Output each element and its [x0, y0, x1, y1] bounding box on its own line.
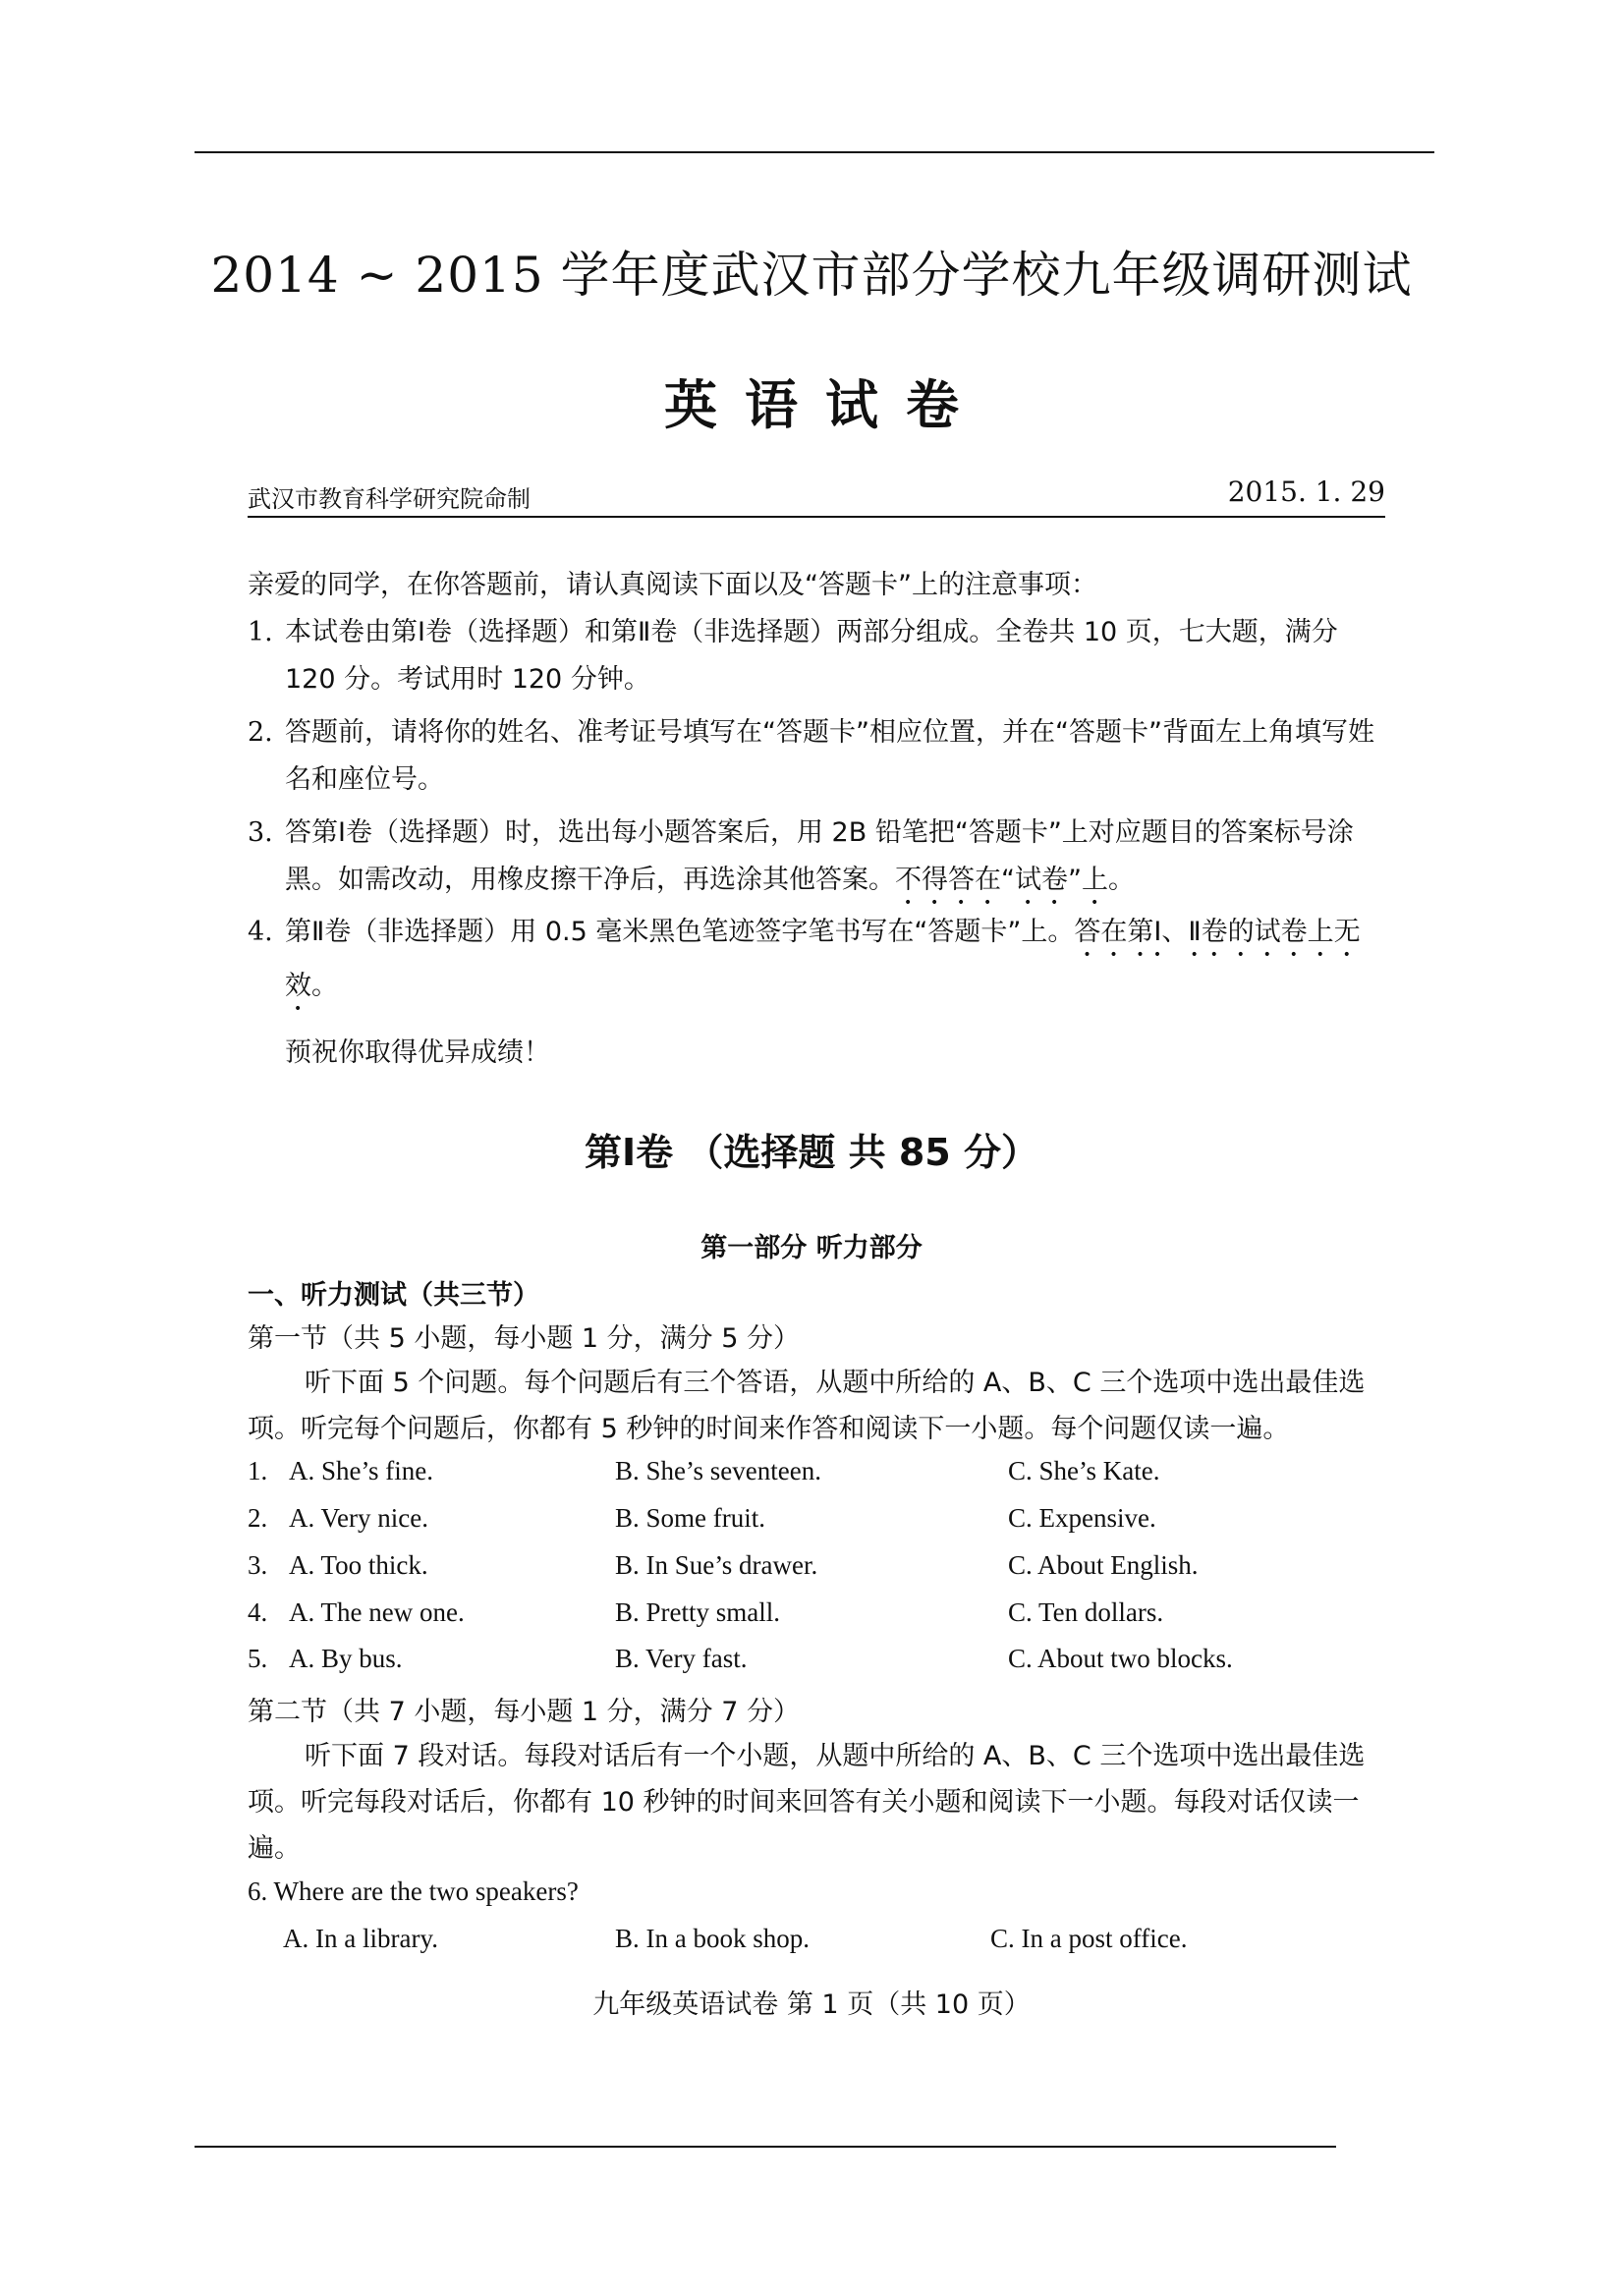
top-rule: [195, 151, 1434, 153]
instruction-note: [248, 810, 1387, 911]
exam-subject: 英语试卷: [664, 374, 986, 436]
option-b: B. In Sue’s drawer.: [615, 1550, 818, 1580]
subsection-heading: 第一节（共 5 小题，每小题 1 分，满分 5 分）: [248, 1323, 801, 1354]
note-number: 2.: [248, 717, 273, 748]
option-a: A. In a library.: [283, 1924, 438, 1953]
note-number: 1.: [248, 617, 273, 647]
instruction-note: [248, 709, 1387, 804]
subsection-heading: 第二节（共 7 小题，每小题 1 分，满分 7 分）: [248, 1697, 801, 1727]
note-text: 本试卷由第Ⅰ卷（选择题）和第Ⅱ卷（非选择题）两部分组成。全卷共 10 页，七大题，满分 120 分。考试用时 120 分钟。: [285, 617, 1338, 695]
note-number: 3.: [248, 817, 273, 848]
question-row: [248, 1597, 1387, 1637]
exam-title: 2014 ~ 2015 学年度武汉市部分学校九年级调研测试: [210, 247, 1413, 304]
note-emphasis: 不得答在“试卷”上。: [895, 865, 1135, 895]
question-row: [248, 1503, 1387, 1542]
note-text: 答题前，请将你的姓名、准考证号填写在“答题卡”相应位置，并在“答题卡”背面左上角填写姓名和座位号。: [285, 717, 1374, 795]
option-c: C. Expensive.: [1008, 1503, 1156, 1533]
question-row: [248, 1550, 1387, 1590]
option-c: C. Ten dollars.: [1008, 1597, 1164, 1627]
issue-date: 2015. 1. 29: [1227, 476, 1385, 508]
option-a: A. Too thick.: [289, 1550, 428, 1580]
listening-heading: 一、听力测试（共三节）: [248, 1280, 539, 1311]
question-stem: 6. Where are the two speakers?: [248, 1876, 579, 1906]
option-a: A. She’s fine.: [289, 1456, 433, 1485]
option-a: A. By bus.: [289, 1644, 403, 1673]
note-text: 第Ⅱ卷（非选择题）用 0.5 毫米黑色笔迹签字笔书写在“答题卡”上。: [285, 917, 1075, 947]
header-rule: [248, 516, 1385, 518]
question-row: [248, 1456, 1387, 1495]
note-emphasis: 答在第Ⅰ、Ⅱ卷的试卷上无效。: [285, 917, 1361, 1001]
option-c: C. In a post office.: [990, 1924, 1188, 1953]
option-c: C. She’s Kate.: [1008, 1456, 1160, 1485]
option-a: A. The new one.: [289, 1597, 465, 1627]
issuer: 武汉市教育科学研究院命制: [248, 485, 531, 513]
question-options: [248, 1924, 1387, 1963]
subsection-instructions: 听下面 5 个问题。每个问题后有三个答语，从题中所给的 A、B、C 三个选项中选出最佳选项。听完每个问题后，你都有 5 秒钟的时间来作答和阅读下一小题。每个问题仅读一遍。: [248, 1368, 1366, 1444]
note-text: 答第Ⅰ卷（选择题）时，选出每小题答案后，用 2B 铅笔把“答题卡”上对应题目的答案标号涂黑。如需改动，用橡皮擦干净后，再选涂其他答案。: [285, 817, 1354, 895]
option-b: B. Some fruit.: [615, 1503, 765, 1533]
wish-text: 预祝你取得优异成绩！: [285, 1037, 550, 1068]
option-c: C. About two blocks.: [1008, 1644, 1233, 1673]
option-c: C. About English.: [1008, 1550, 1199, 1580]
instructions-greeting: 亲爱的同学，在你答题前，请认真阅读下面以及“答题卡”上的注意事项：: [248, 570, 1097, 600]
note-number: 4.: [248, 917, 273, 947]
question-number: 1.: [248, 1456, 268, 1485]
instruction-note: [248, 609, 1387, 703]
section-heading: 第一部分 听力部分: [700, 1233, 923, 1263]
option-b: B. Pretty small.: [615, 1597, 780, 1627]
bottom-rule: [195, 2146, 1336, 2148]
question-number: 4.: [248, 1597, 268, 1627]
page-footer: 九年级英语试卷 第 1 页（共 10 页）: [592, 1989, 1031, 2020]
instruction-note: [248, 909, 1387, 1017]
question-number: 2.: [248, 1503, 268, 1533]
question-number: 5.: [248, 1644, 268, 1673]
option-b: B. She’s seventeen.: [615, 1456, 821, 1485]
question-row: [248, 1644, 1387, 1683]
part-heading: 第Ⅰ卷 （选择题 共 85 分）: [585, 1131, 1038, 1174]
option-b: B. Very fast.: [615, 1644, 748, 1673]
subsection-instructions: 听下面 7 段对话。每段对话后有一个小题，从题中所给的 A、B、C 三个选项中选出最佳选项。听完每段对话后，你都有 10 秒钟的时间来回答有关小题和阅读下一小题。每段对话仅读一遍。: [248, 1741, 1366, 1864]
option-a: A. Very nice.: [289, 1503, 428, 1533]
question-number: 3.: [248, 1550, 268, 1580]
option-b: B. In a book shop.: [615, 1924, 810, 1953]
